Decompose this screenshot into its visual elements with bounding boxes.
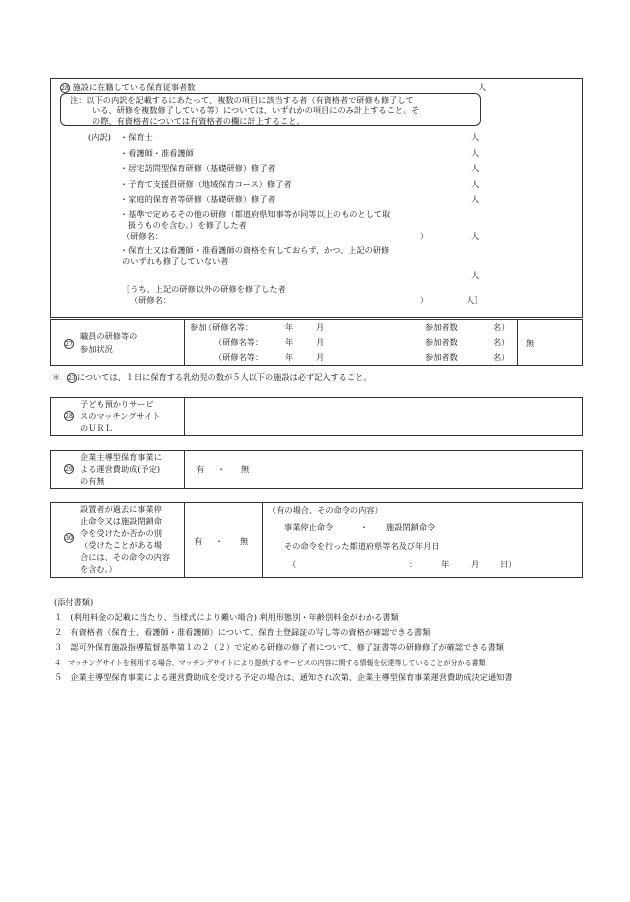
breakdown-item-unit: 人 (471, 163, 480, 173)
subsidy-no-option[interactable]: 無 (241, 464, 250, 474)
subsidy-separator: ・ (217, 464, 226, 474)
suspension-yes-option[interactable]: 有 (194, 536, 203, 546)
divider (184, 319, 185, 366)
staff-count-total-unit: 人 (478, 82, 487, 92)
item-number-29 (64, 463, 74, 474)
suspension-label-3: 令を受けたか否かの別 (80, 528, 162, 538)
breakdown-item-label: ・家庭的保育者等研修（基礎研修）修了者 (120, 194, 276, 204)
order-month: 月 (471, 559, 480, 569)
divider (517, 319, 518, 366)
operating-subsidy-label-3: の有無 (80, 476, 105, 486)
subsidy-yes-option[interactable]: 有 (196, 464, 205, 474)
breakdown-item-unit: 人 (471, 179, 480, 189)
other-training-name-label: （研修名： (122, 231, 163, 241)
matching-site-label-1: 子ども預かりサービ (80, 399, 154, 409)
matching-site-label-3: のＵＲＬ (80, 423, 113, 433)
suspension-label-4: （受けたことがある場 (80, 540, 162, 550)
suspension-separator: ・ (215, 536, 224, 546)
divider (184, 397, 185, 436)
item-number-27-badge: 27 (65, 341, 73, 348)
item-number-28b-badge: 28 (65, 413, 73, 420)
participation-label: 参加 (190, 322, 207, 332)
training-month: 月 (316, 337, 325, 347)
divider (184, 502, 185, 578)
training-year: 年 (285, 322, 294, 332)
facility-closure-order: 施設閉鎖命令 (386, 522, 436, 532)
required-note (52, 372, 371, 383)
order-type-separator: ・ (360, 522, 369, 532)
staff-count-title-row (60, 82, 195, 93)
unqualified-unit: 人 (471, 270, 480, 280)
attachment-item: １ (利用料金の記載に当たり、当様式により難い場合) 利用形態別・年齢別料金がわかる書類 (54, 612, 399, 622)
unqualified-line-2: のいずれも修了していない者 (122, 256, 229, 266)
none-option: 無 (526, 338, 535, 348)
item-number-23: 23 (67, 375, 76, 382)
authority-colon: ： (409, 559, 418, 569)
attachment-item: ２ 有資格者（保育士、看護師・准看護師）について、保育士登録証の写し等の資格が確認できる書類 (54, 627, 431, 637)
participant-count-label: 参加者数 (425, 352, 458, 362)
matching-site-label-2: スのマッチングサイト (80, 411, 161, 421)
item-number-28b (64, 410, 74, 421)
suspension-label-2: 止命令又は施設閉鎖命 (80, 516, 162, 526)
other-training-unit: 人 (471, 231, 480, 241)
required-note-text: については、１日に保育する乳幼児の数が５人以下の施設は必ず記入すること。 (76, 372, 372, 382)
asterisk: ＊ (52, 372, 61, 382)
item-number-30-badge: 30 (65, 535, 73, 542)
authority-open-paren: （ (288, 559, 297, 569)
divider (262, 502, 263, 578)
suspension-label-1: 設置者が過去に事業停 (80, 504, 162, 514)
training-month: 月 (316, 322, 325, 332)
breakdown-item-unit: 人 (471, 194, 480, 204)
training-name-label: （研修名等： (214, 352, 264, 362)
staff-count-title: 施設に在籍している保育従事者数 (72, 82, 196, 92)
other-training-line-1: ・基準で定めるその他の研修（都道府県知事等が同等以上のものとして取 (120, 209, 391, 219)
order-day: 日） (500, 559, 517, 569)
note-line-3: の際、有資格者については有資格者の欄に計上すること。 (92, 116, 305, 126)
order-details-heading: （有の場合、その命令の内容） (268, 505, 383, 515)
attachments-title: (添付書類) (54, 597, 94, 607)
note-line-1: 注：以下の内訳を記載するにあたって、複数の項目に該当する者（有資格者で研修も修了して (70, 95, 414, 105)
order-year: 年 (441, 559, 450, 569)
training-name-label: （研修名等： (204, 322, 254, 332)
participant-count-unit: 名） (493, 322, 510, 332)
participant-count-unit: 名） (493, 337, 510, 347)
unqualified-line-1: ・保育士又は看護師・准看護師の資格を有しておらず、かつ、上記の研修 (120, 245, 390, 255)
breakdown-item-label: ・子育て支援員研修（地域保育コース）修了者 (120, 179, 292, 189)
suspension-no-option[interactable]: 無 (240, 536, 249, 546)
other-training-line-2: 扱うものを含む。）を修了した者 (128, 220, 247, 230)
business-suspension-order: 事業停止命令 (284, 522, 334, 532)
item-number-30 (64, 532, 74, 543)
other-course-unit: 人］ (466, 295, 483, 305)
training-year: 年 (285, 352, 294, 362)
suspension-label-5: 合には、その命令の内容 (80, 552, 171, 562)
breakdown-item-label: ・保育士 (120, 132, 153, 142)
training-month: 月 (316, 352, 325, 362)
operating-subsidy-label-1: 企業主導型保育事業に (80, 452, 162, 462)
item-number-27 (64, 338, 74, 349)
item-number-29-badge: 29 (65, 466, 73, 473)
training-participation-label-1: 職員の研修等の (80, 331, 138, 341)
attachment-item: ５ 企業主導型保育事業による運営費助成を受ける予定の場合は、通知され次第、企業主導型保育事業運営費助成決定通知書 (54, 672, 513, 682)
breakdown-label: (内訳) (88, 132, 111, 142)
issuing-authority-label: その命令を行った都道府県等名及び年月日 (284, 541, 440, 551)
participant-count-label: 参加者数 (425, 337, 458, 347)
suspension-label-6: を含む。） (80, 564, 117, 574)
other-course-name-label: （研修名： (130, 295, 171, 305)
item-number-28: 28 (61, 85, 69, 92)
participant-count-unit: 名） (493, 352, 510, 362)
breakdown-item-unit: 人 (471, 148, 480, 158)
breakdown-item-label: ・居宅訪問型保育研修（基礎研修）修了者 (120, 163, 276, 173)
breakdown-item-label: ・看護師・准看護師 (120, 148, 194, 158)
breakdown-item-unit: 人 (471, 132, 480, 142)
divider (184, 450, 185, 489)
participant-count-label: 参加者数 (425, 322, 458, 332)
training-year: 年 (285, 337, 294, 347)
attachment-item: ３ 認可外保育施設指導監督基準第１の２（２）で定める研修の修了者について、修了証書等の研修修了が確認できる書類 (54, 642, 504, 652)
training-participation-label-2: 参加状況 (80, 344, 113, 354)
note-line-2: いる、研修を複数修了している等）については、いずれかの項目にのみ計上すること。そ (92, 105, 420, 115)
operating-subsidy-label-2: よる運営費助成(予定) (80, 464, 161, 474)
other-training-name-close: ） (420, 231, 429, 241)
training-name-label: （研修名等： (214, 337, 264, 347)
attachment-item: ４ マッチングサイトを利用する場合、マッチングサイトにより提供するサービスの内容に関する情報を伝達等していることが分かる書類 (54, 659, 486, 667)
other-course-close: ） (420, 295, 429, 305)
other-course-line-1: ［うち、上記の研修以外の研修を修了した者 (122, 284, 286, 294)
